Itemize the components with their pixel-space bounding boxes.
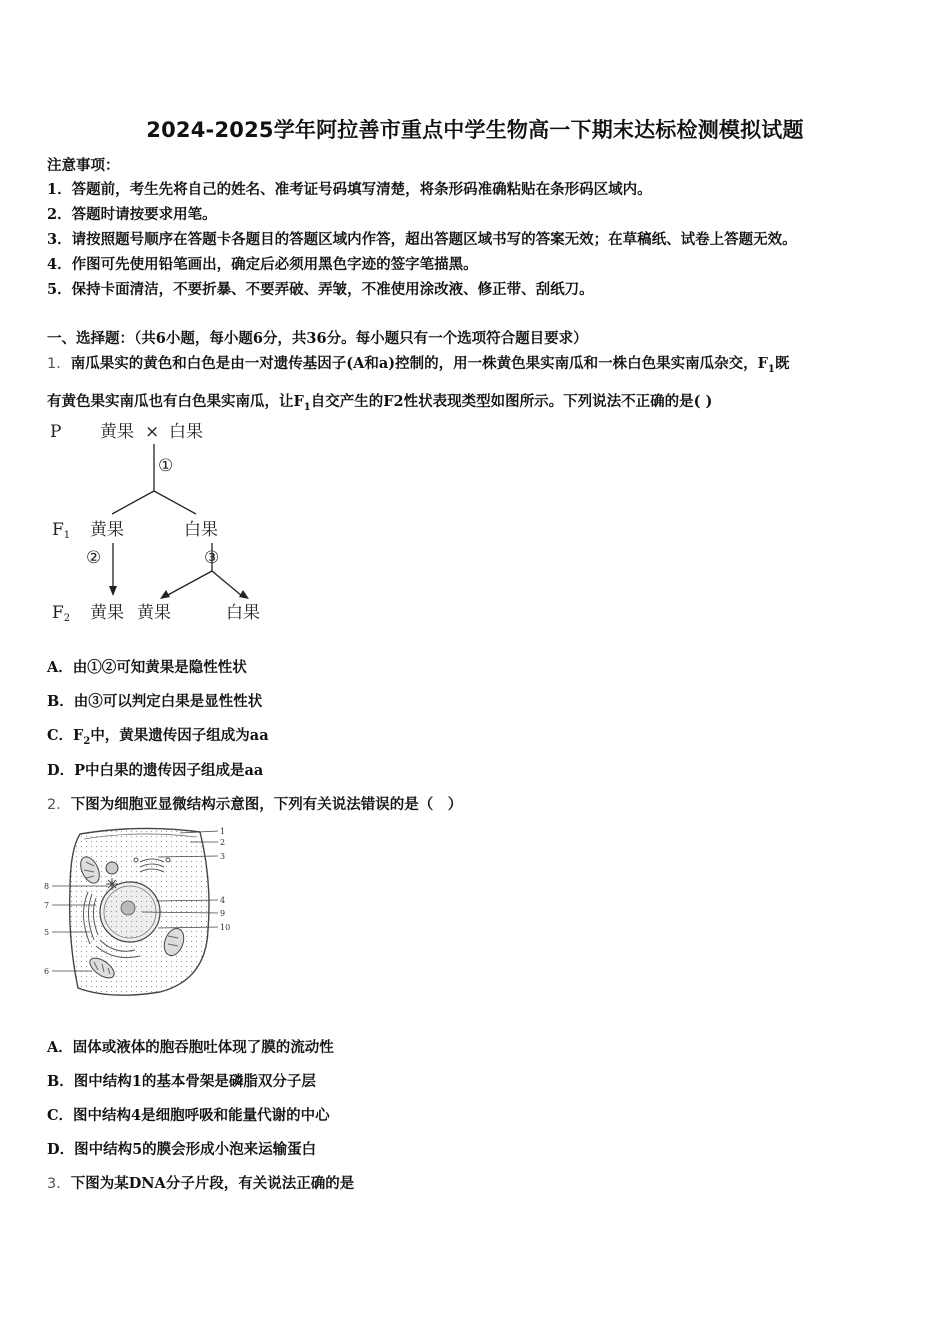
cell-label-7: 7 bbox=[44, 901, 50, 910]
q1-line1 bbox=[47, 352, 789, 375]
gen-p-label: P bbox=[50, 422, 62, 442]
q1-option-b: B．由③可以判定白果是显性性状 bbox=[47, 693, 263, 710]
cell-diagram-svg bbox=[40, 820, 240, 1000]
q3-text: 下图为某DNA分子片段，有关说法正确的是 bbox=[70, 1175, 355, 1192]
genetics-diagram bbox=[44, 416, 284, 628]
q1-option-d: D．P中白果的遗传因子组成是aa bbox=[47, 762, 264, 779]
q1-option-c-b: 中，黄果遗传因子组成为aa bbox=[90, 727, 269, 744]
q1-number: 1． bbox=[47, 356, 71, 372]
gen-circle-3: ③ bbox=[204, 548, 220, 568]
notice-item-3: 3．请按照题号顺序在答题卡各题目的答题区域内作答，超出答题区域书写的答案无效；在草稿纸、试卷上答题无效。 bbox=[47, 231, 797, 248]
q1-option-c-sub: 2 bbox=[83, 735, 91, 747]
q1-text-d: 自交产生的F2性状表现类型如图所示。下列说法不正确的是( ) bbox=[310, 393, 713, 410]
q1-option-c bbox=[47, 724, 269, 747]
notice-heading: 注意事项： bbox=[47, 157, 120, 174]
q1-option-c-a: C．F bbox=[47, 727, 84, 744]
q1-sub-1: 1 bbox=[767, 363, 775, 375]
notice-item-1: 1．答题前，考生先将自己的姓名、准考证号码填写清楚，将条形码准确粘贴在条形码区域内。 bbox=[47, 181, 652, 198]
notice-item-5: 5．保持卡面清洁，不要折暴、不要弄破、弄皱，不准使用涂改液、修正带、刮纸刀。 bbox=[47, 281, 594, 298]
q3-number: 3． bbox=[47, 1176, 71, 1192]
cell-diagram bbox=[40, 820, 240, 1000]
q1-text-c: 有黄色果实南瓜也有白色果实南瓜，让F bbox=[47, 393, 304, 410]
cell-label-3: 3 bbox=[220, 852, 226, 861]
notice-item-2: 2．答题时请按要求用笔。 bbox=[47, 206, 217, 223]
q2-option-d: D．图中结构5的膜会形成小泡来运输蛋白 bbox=[47, 1141, 317, 1158]
cell-label-9: 9 bbox=[220, 909, 226, 918]
gen-f2-white: 白果 bbox=[226, 603, 260, 623]
q1-text-a: 南瓜果实的黄色和白色是由一对遗传基因子(A和a)控制的，用一株黄色果实南瓜和一株白色果实南瓜杂交，F bbox=[70, 355, 768, 372]
gen-f1-white: 白果 bbox=[184, 520, 218, 540]
q3-stem bbox=[47, 1172, 354, 1193]
cell-label-2: 2 bbox=[220, 838, 226, 847]
gen-circle-1: ① bbox=[158, 456, 174, 476]
q2-option-c: C．图中结构4是细胞呼吸和能量代谢的中心 bbox=[47, 1107, 330, 1124]
gen-f1-yellow: 黄果 bbox=[90, 520, 124, 540]
genetics-diagram-svg bbox=[44, 416, 284, 628]
q1-sub-2: 1 bbox=[303, 401, 311, 413]
q2-number: 2． bbox=[47, 797, 71, 813]
q2-stem bbox=[47, 793, 462, 814]
gen-f2-label bbox=[52, 603, 70, 624]
gen-cross: × bbox=[145, 422, 160, 442]
cell-label-6: 6 bbox=[44, 967, 50, 976]
notice-item-4: 4．作图可先使用铅笔画出，确定后必须用黑色字迹的签字笔描黑。 bbox=[47, 256, 478, 273]
q1-text-b: 既 bbox=[774, 355, 790, 372]
nucleolus bbox=[121, 901, 135, 915]
gen-f1-sub: 1 bbox=[63, 530, 71, 541]
gen-f2-yellow-1: 黄果 bbox=[90, 603, 124, 623]
cell-label-10: 10 bbox=[220, 923, 231, 932]
gen-f2-text: F bbox=[52, 603, 64, 623]
q2-text: 下图为细胞亚显微结构示意图，下列有关说法错误的是（ ） bbox=[70, 796, 463, 813]
cell-label-8: 8 bbox=[44, 882, 50, 891]
cell-label-1: 1 bbox=[220, 827, 226, 836]
q2-option-b: B．图中结构1的基本骨架是磷脂双分子层 bbox=[47, 1073, 316, 1090]
gen-f1-label bbox=[52, 520, 70, 541]
gen-f1-text: F bbox=[52, 520, 64, 540]
q1-option-a: A．由①②可知黄果是隐性性状 bbox=[47, 659, 247, 676]
cell-label-4: 4 bbox=[220, 896, 226, 905]
q2-option-a: A．固体或液体的胞吞胞吐体现了膜的流动性 bbox=[47, 1039, 334, 1056]
gen-f2-sub: 2 bbox=[63, 613, 71, 624]
gen-circle-2: ② bbox=[86, 548, 102, 568]
gen-p-white: 白果 bbox=[169, 422, 203, 442]
cell-label-5: 5 bbox=[44, 928, 50, 937]
page-title: 2024-2025学年阿拉善市重点中学生物高一下期末达标检测模拟试题 bbox=[146, 118, 804, 142]
gen-f2-yellow-2: 黄果 bbox=[137, 603, 171, 623]
q1-line2 bbox=[47, 390, 712, 413]
gen-p-yellow: 黄果 bbox=[100, 422, 134, 442]
section-heading: 一、选择题：（共6小题，每小题6分，共36分。每小题只有一个选项符合题目要求） bbox=[47, 330, 588, 347]
